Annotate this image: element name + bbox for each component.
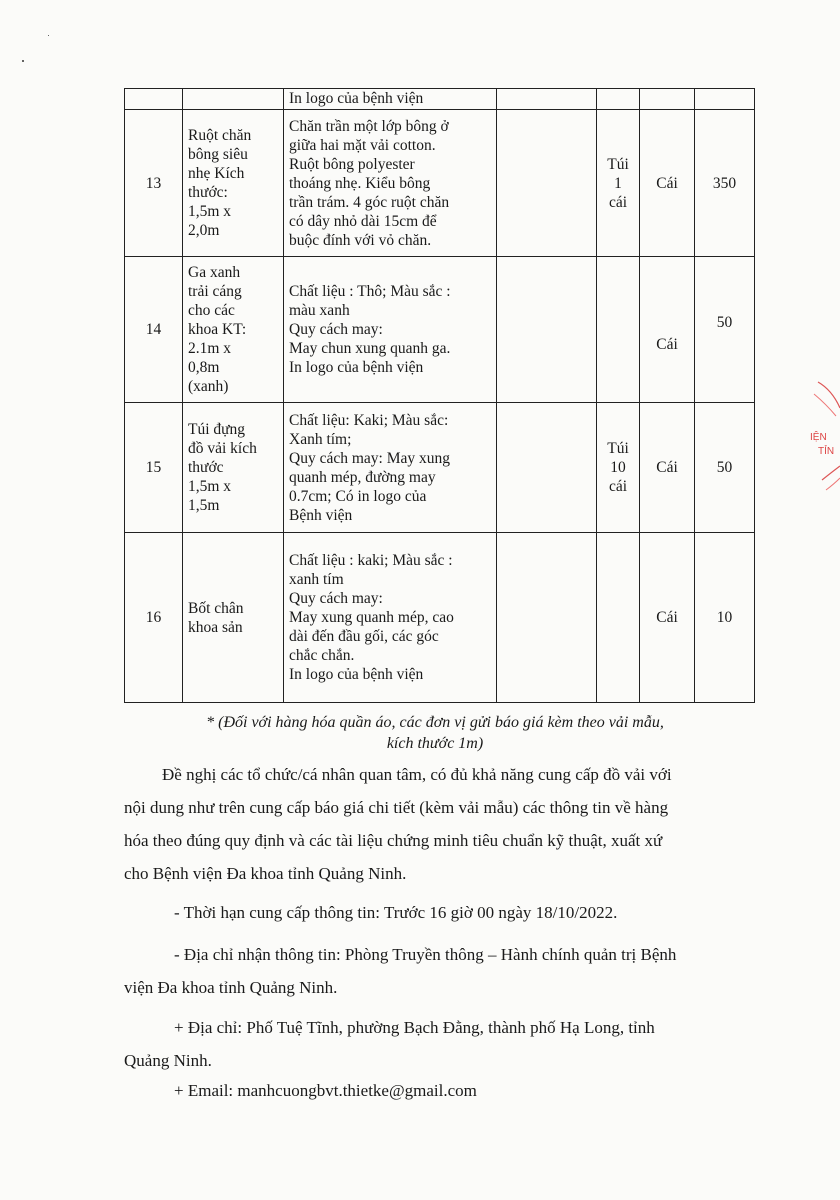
item-quantity: 50	[695, 257, 755, 403]
item-name: Ruột chăn bông siêu nhẹ Kích thước: 1,5m x 2,0m	[183, 110, 284, 257]
table-row	[125, 89, 755, 110]
red-seal-fragment	[800, 380, 840, 510]
table-row	[125, 257, 755, 403]
scan-speck	[48, 35, 49, 36]
item-unit: Cái	[640, 533, 695, 703]
item-quantity: 50	[695, 403, 755, 533]
row-number: 16	[125, 533, 183, 703]
supply-table	[124, 88, 755, 703]
row-desc: In logo của bệnh viện	[284, 89, 497, 110]
table-row	[125, 533, 755, 703]
item-quantity: 10	[695, 533, 755, 703]
item-name: Ga xanh trải cáng cho các khoa KT: 2.1m x 0,8m (xanh)	[183, 257, 284, 403]
postal-address: + Địa chỉ: Phố Tuệ Tĩnh, phường Bạch Đằng, thành phố Hạ Long, tỉnh Quảng Ninh.	[124, 1018, 655, 1070]
item-quantity: 350	[695, 110, 755, 257]
item-description: Chất liệu : kaki; Màu sắc : xanh tím Quy cách may: May xung quanh mép, cao dài đến đầu gối, các góc chắc chắn. In logo của bệnh viện	[284, 533, 497, 703]
item-description: Chất liệu : Thô; Màu sắc : màu xanh Quy cách may: May chun xung quanh ga. In logo của bệnh viện	[284, 257, 497, 403]
item-description: Chăn trần một lớp bông ở giữa hai mặt vải cotton. Ruột bông polyester thoáng nhẹ. Kiểu bông trần trám. 4 góc ruột chăn có dây nhỏ dài 15cm để buộc đính với vỏ chăn.	[284, 110, 497, 257]
item-name: Túi đựng đồ vải kích thước 1,5m x 1,5m	[183, 403, 284, 533]
item-packing: Túi 10 cái	[597, 403, 640, 533]
scan-speck	[22, 60, 24, 62]
seal-text: IỆN	[810, 432, 827, 443]
item-unit: Cái	[640, 257, 695, 403]
table-row	[125, 110, 755, 257]
item-name: Bốt chân khoa sản	[183, 533, 284, 703]
row-number: 14	[125, 257, 183, 403]
row-number: 13	[125, 110, 183, 257]
item-unit: Cái	[640, 403, 695, 533]
table-row	[125, 403, 755, 533]
request-paragraph: Đề nghị các tổ chức/cá nhân quan tâm, có đủ khả năng cung cấp đồ vải với nội dung như trên cung cấp báo giá chi tiết (kèm vải mẫu) các thông tin về hàng hóa theo đúng quy định và các tài liệu chứng minh tiêu chuẩn kỹ thuật, xuất xứ cho Bệnh viện Đa khoa tỉnh Quảng Ninh.	[124, 765, 672, 883]
item-packing: Túi 1 cái	[597, 110, 640, 257]
deadline-line: - Thời hạn cung cấp thông tin: Trước 16 giờ 00 ngày 18/10/2022.	[174, 903, 618, 922]
receiver-address: - Địa chỉ nhận thông tin: Phòng Truyền thông – Hành chính quản trị Bệnh viện Đa khoa tỉnh Quảng Ninh.	[124, 945, 677, 997]
email-line: + Email: manhcuongbvt.thietke@gmail.com	[174, 1081, 477, 1100]
seal-text: TỈN	[818, 446, 835, 457]
item-unit: Cái	[640, 110, 695, 257]
row-number: 15	[125, 403, 183, 533]
seal-arc-icon	[800, 380, 840, 510]
item-description: Chất liệu: Kaki; Màu sắc: Xanh tím; Quy cách may: May xung quanh mép, đường may 0.7cm; Có in logo của Bệnh viện	[284, 403, 497, 533]
sample-note: * (Đối với hàng hóa quần áo, các đơn vị gửi báo giá kèm theo vải mẫu, kích thước 1m)	[206, 714, 664, 752]
